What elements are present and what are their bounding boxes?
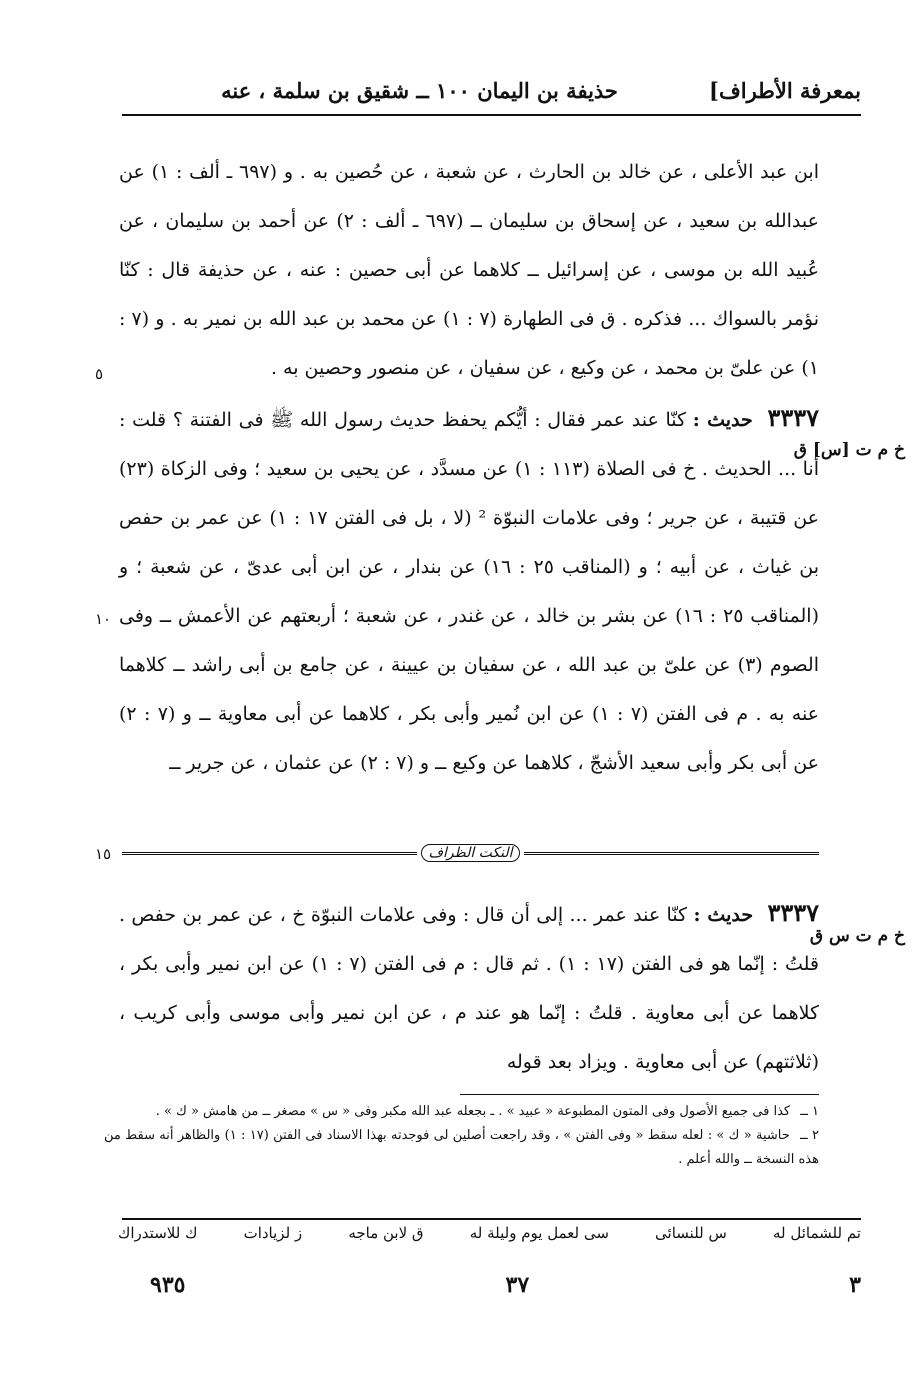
footer-volume: ٣ (849, 1272, 861, 1298)
legend-rule (122, 1218, 861, 1220)
nukat-paragraph (119, 888, 819, 1087)
header-book-title: بمعرفة الأطراف] (709, 77, 861, 103)
footnote-2 (104, 1124, 819, 1172)
legend-item: س للنسائى (655, 1224, 727, 1242)
legend-item: ق لابن ماجه (348, 1224, 424, 1242)
sigla-note: خ م ت س ق (809, 926, 905, 946)
sigla-main: خ م ت [س] ق (793, 440, 905, 460)
legend-item: تم للشمائل له (772, 1224, 861, 1242)
sigla-legend (118, 1224, 861, 1252)
page-footer (150, 1272, 861, 1298)
hadith-text: كنّا عند عمر فقال : أيُّكم يحفظ حديث رسول الله ﷺ فى الفتنة ؟ قلت : أنا ... الحديث . خ فى الصلاة (١١٣ : ١) عن مسدَّد ، عن يحيى بن سعيد ؛ وفى الزكاة (٢٣) عن قتيبة ، عن جرير ؛ وفى علامات النبوّة ² (لا ، بل فى الفتن ١٧ : ١) عن عمر بن حفص بن غياث ، عن أبيه ؛ و (المناقب ٢٥ : ١٦) عن بندار ، عن ابن أبى عدىّ ، عن شعبة ؛ و (المناقب ٢٥ : ١٦) عن بشر بن خالد ، عن غندر ، عن شعبة ؛ أربعتهم عن الأعمش ــ وفى الصوم (٣) عن علىّ بن عبد الله ، عن سفيان بن عيينة ، عن جامع بن أبى راشد ــ كلاهما عنه به . م فى الفتن (٧ : ١) عن ابن نُمير وأبى بكر ، كلاهما عن أبى معاوية ــ و (٧ : ٢) عن أبى بكر وأبى سعيد الأشجّ ، كلاهما عن وكيع ــ و (٧ : ٢) عن عثمان ، عن جرير ــ (119, 409, 820, 774)
header-chapter-title: حذيفة بن اليمان ١٠٠ ــ شقيق بن سلمة ، عنه (221, 77, 618, 103)
header-rule (122, 114, 861, 116)
legend-item: سى لعمل يوم وليلة له (469, 1224, 609, 1242)
footnote-number: ٢ ــ (800, 1128, 820, 1143)
main-text (119, 148, 819, 788)
legend-item: ك للاستدراك (118, 1224, 198, 1242)
nukat-keyword: حديث : (693, 904, 754, 926)
footnote-text: كذا فى جميع الأصول وفى المتون المطبوعة « عبيد » . ـ بجعله عبد الله مكبر وفى « س » مصغر ــ من هامش « ك » . (155, 1104, 791, 1119)
hadith-keyword: حديث : (692, 409, 753, 431)
running-header (120, 70, 861, 110)
divider-label: النكت الظراف (421, 844, 519, 862)
line-number-5: ٥ (95, 365, 104, 383)
nukat-hadith-number: ٣٣٣٧ (767, 898, 819, 927)
footer-page-number: ٩٣٥ (150, 1272, 186, 1298)
legend-item: ز لزيادات (243, 1224, 303, 1242)
nukat-section (119, 888, 819, 1087)
section-divider (122, 843, 819, 863)
hadith-number: ٣٣٣٧ (767, 403, 819, 432)
footnote-text: حاشية « ك » : لعله سقط « وفى الفتن » ، وقد راجعت أصلين لى فوجدته بهذا الاسناد فى الفتن (١٧ : ١) والظاهر أنه سقط من هذه النسخة ــ والله أعلم . (104, 1128, 819, 1167)
footnote-rule (460, 1094, 819, 1095)
paragraph-continuation: ابن عبد الأعلى ، عن خالد بن الحارث ، عن شعبة ، عن حُصين به . و (٦٩٧ ـ ألف : ١) عن عبدالله بن سعيد ، عن إسحاق بن سليمان ــ (٦٩٧ ـ ألف : ٢) عن أحمد بن سليمان ، عن عُبيد الله بن موسى ، عن إسرائيل ــ كلاهما عن أبى حصين : عنه ، عن حذيفة قال : كنّا نؤمر بالسواك ... فذكره . ق فى الطهارة (٧ : ١) عن محمد بن عبد الله بن نمير به . و (٧ : ١) عن علىّ بن محمد ، عن وكيع ، عن سفيان ، عن منصور وحصين به . (119, 161, 819, 379)
footnote-number: ١ ــ (800, 1104, 819, 1119)
line-number-10: ١٠ (95, 610, 112, 628)
line-number-15: ١٥ (95, 845, 112, 863)
footnote-1 (104, 1100, 819, 1124)
nukat-text: كنّا عند عمر ... إلى أن قال : وفى علامات النبوّة خ ، عن عمر بن حفص . قلتُ : إنّما هو فى الفتن (١٧ : ١) . ثم قال : م فى الفتن (٧ : ١) عن ابن نمير وأبى بكر ، كلاهما عن أبى معاوية . قلتُ : إنّما هو عند م ، عن ابن نمير وأبى موسى وأبى كريب ، (ثلاثتهم) عن أبى معاوية . ويزاد بعد قوله (119, 904, 819, 1073)
paragraph-hadith-3337 (119, 393, 819, 788)
footer-page-in-volume: ٣٧ (505, 1272, 530, 1298)
footnotes (104, 1100, 819, 1172)
